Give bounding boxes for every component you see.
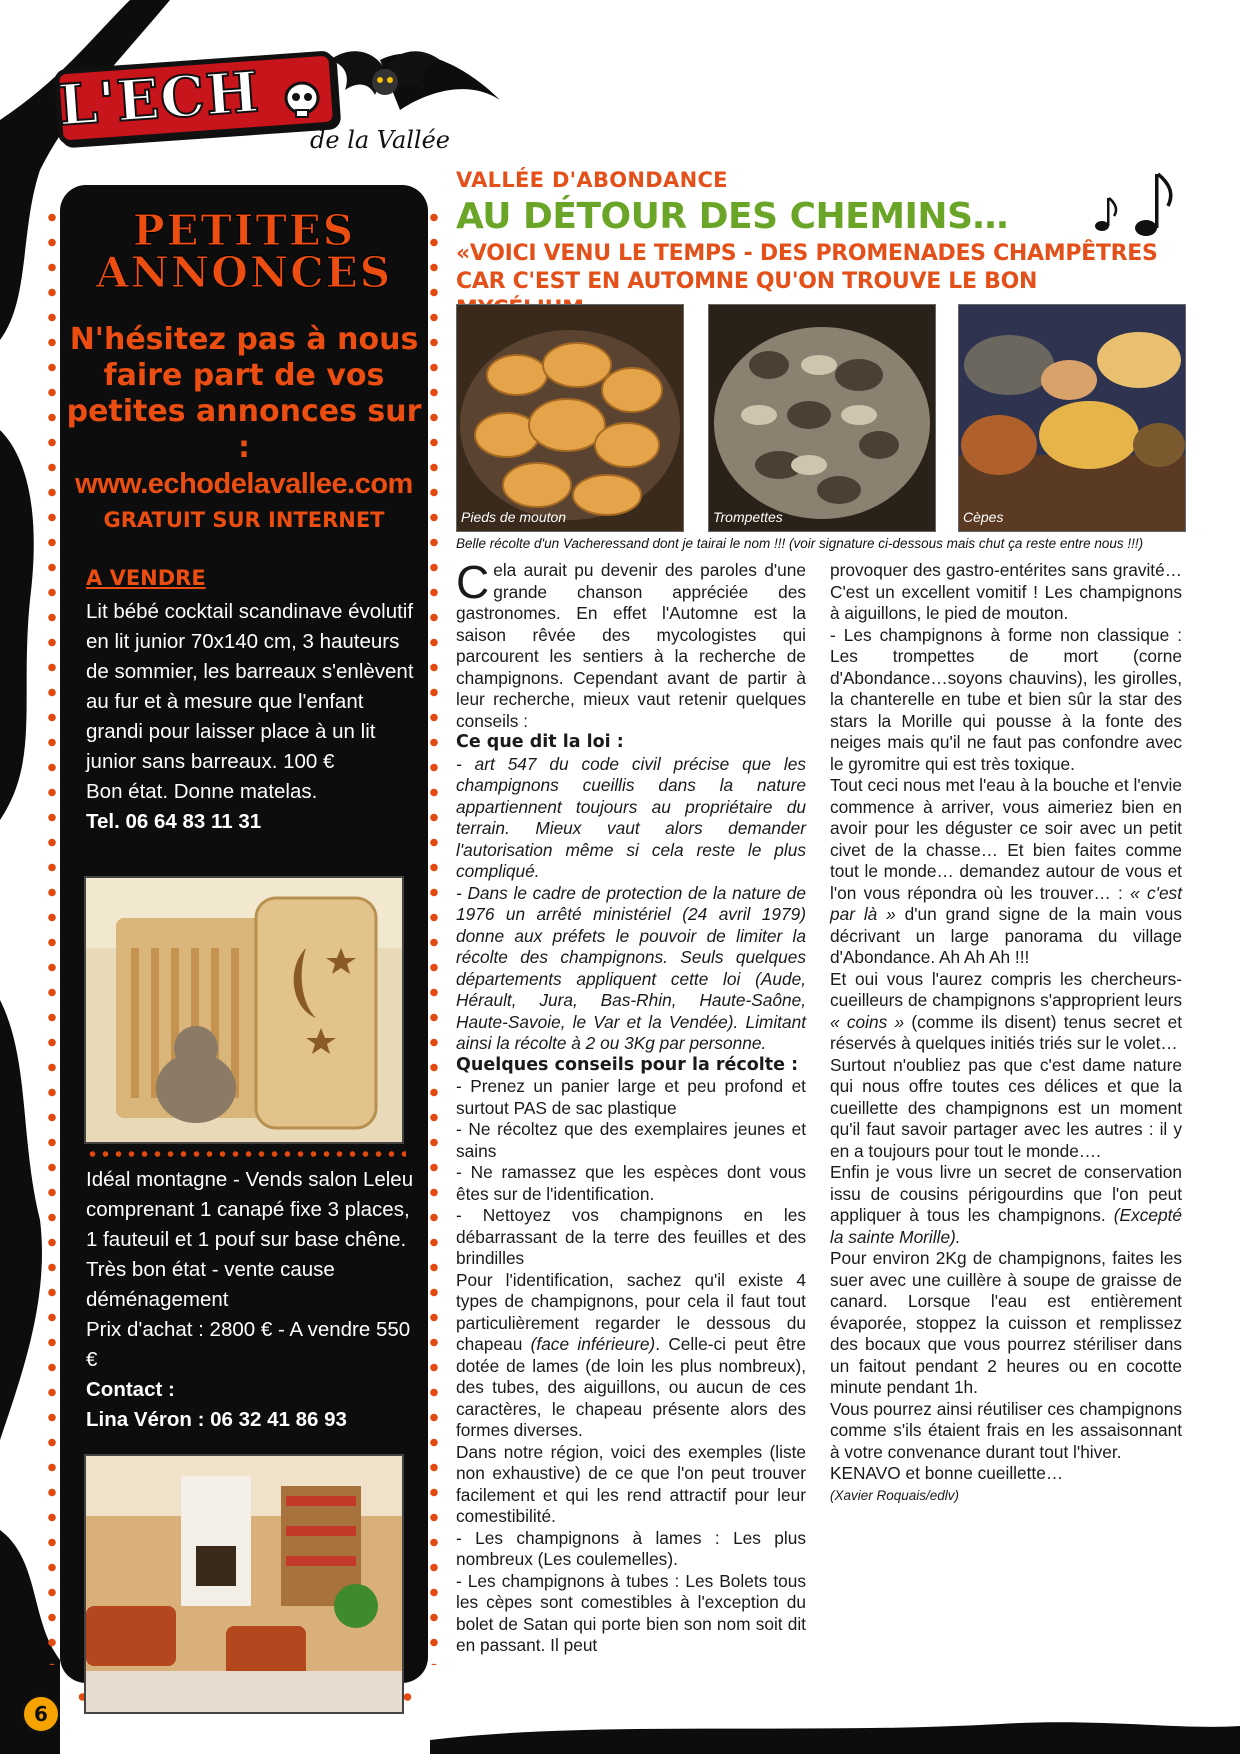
example-2: - Les champignons à tubes : Les Bolets tous les cèpes sont comestibles à l'exception du bolet de Satan qui porte bien son nom soit dit en passant. Il peut: [456, 1570, 806, 1655]
col2-paragraph-4: Et oui vous l'aurez compris les chercheurs-cueilleurs de champignons s'approprient leurs « coins » (comme ils disent) tenus secret et réservés à quelques initiés triés sur le volet…: [830, 968, 1182, 1053]
website-link[interactable]: www.echodelavallee.com: [75, 468, 413, 500]
ad-crib-text: Lit bébé cocktail scandinave évolutif en lit junior 70x140 cm, 3 hauteurs de sommier, les barreaux s'enlèvent au fur et à mesure que l'enfant grandi pour laisser place à un lit junior sans barreaux. 100 €: [86, 600, 414, 773]
col2-paragraph-1: provoquer des gastro-entérites sans gravité… C'est un excellent vomitif ! Les champignons à aiguillons, le pied de mouton.: [830, 560, 1182, 623]
col2-paragraph-8: Vous pourrez ainsi réutiliser ces champignons comme s'ils étaient frais en les assaisonnant à votre convenance durant tout l'hiver.: [830, 1398, 1182, 1462]
logo-text: L'ECH: [55, 59, 262, 139]
author-signature: (Xavier Roquais/edlv): [830, 1487, 960, 1503]
panel-dots-left: [46, 205, 58, 1665]
logo-subtitle: de la Vallée: [310, 126, 451, 154]
article-deck: «VOICI VENU LE TEMPS - DES PROMENADES CHAMPÊTRES CAR C'EST EN AUTOMNE QU'ON TROUVE LE BON: [456, 241, 1158, 294]
region-paragraph: Dans notre région, voici des exemples (liste non exhaustive) de ce que l'on peut trouver facilement et qui les rend attractif pour leur comestibilité.: [456, 1441, 806, 1526]
classifieds-invite: N'hésitez pas à nous faire part de vos petites annonces sur :: [66, 322, 422, 465]
tip-2: - Ne récoltez que des exemplaires jeunes et sains: [456, 1119, 806, 1161]
col2-paragraph-5: Surtout n'oubliez pas que c'est dame nature qui nous offre toutes ces délices et que la cueillette des champignons est un moment qu'il faut savoir partager avec les autres : il y en a toujours pour tout le monde….: [830, 1054, 1182, 1161]
ad-crib-condition: Bon état. Donne matelas.: [86, 780, 318, 803]
living-room-photo: [84, 1454, 404, 1714]
page-number: 6: [22, 1695, 60, 1733]
skull-icon: [280, 80, 324, 120]
photo-trompettes: [708, 304, 936, 532]
article-kicker: VALLÉE D'ABONDANCE: [456, 168, 728, 192]
bat-icon: [330, 40, 440, 120]
for-sale-heading: A VENDRE: [86, 566, 206, 590]
col2-paragraph-7: Pour environ 2Kg de champignons, faites les suer avec une cuillère à soupe de graisse de canard. Lorsque l'eau est entièrement évaporée, stoppez la cuisson et remplissez des bocaux que vous pourrez stériliser dans un faitout pendant 2 heures ou en cocotte minute pendant 1h.: [830, 1248, 1182, 1397]
ad-living-room: [86, 1165, 416, 1435]
col2-paragraph-6: Enfin je vous livre un secret de conservation issu de cousins périgourdins que l'on peut appliquer à tous les champignons. (Excepté la sainte Morille).: [830, 1162, 1182, 1247]
tip-1: - Prenez un panier large et peu profond et surtout PAS de sac plastique: [456, 1076, 806, 1118]
photo-caption: Belle récolte d'un Vacheressand dont je tairai le nom !!! (voir signature ci-dessous mais chut ça reste entre nous !!!): [456, 536, 1144, 551]
article-column-1: [456, 556, 806, 1657]
tips-heading: Quelques conseils pour la récolte :: [456, 1054, 799, 1075]
panel-dots-right: [428, 205, 440, 1665]
photo-label-2: Trompettes: [713, 509, 783, 525]
ad-living-room-price: Prix d'achat : 2800 € - A vendre 550 €: [86, 1318, 411, 1371]
photo-cepes: [958, 304, 1186, 532]
tip-4: - Nettoyez vos champignons en les débarrassant de la terre des feuilles et des brindilles: [456, 1205, 806, 1268]
tip-3: - Ne ramassez que les espèces dont vous êtes sur de l'identification.: [456, 1162, 806, 1204]
law-item-1: - art 547 du code civil précise que les champignons cueillis dans la nature appartiennent toujours au propriétaire du terrain. Mieux vaut alors demander l'autorisation même si cela reste le plus compliqué.: [456, 753, 806, 881]
article-column-2: [830, 560, 1182, 1506]
music-notes-icon: [1088, 170, 1184, 240]
crib-photo: [84, 876, 404, 1144]
drop-cap: C: [456, 556, 490, 608]
ad-contact: Lina Véron : 06 32 41 86 93: [86, 1408, 347, 1431]
classifieds-title: PETITES ANNONCES: [95, 206, 393, 297]
photo-label-1: Pieds de mouton: [461, 509, 567, 525]
law-heading: Ce que dit la loi :: [456, 732, 624, 752]
example-1: - Les champignons à lames : Les plus nombreux (Les coulemelles).: [456, 1527, 806, 1569]
identification-paragraph: Pour l'identification, sachez qu'il existe 4 types de champignons, pour cela il faut tout particulièrement regarder le dessous du chapeau (face inférieure). Celle-ci peut être dotée de lames (de loin les plus nombreux), des tubes, des aiguillons, ou aucun de ces caractères, le chapeau présente alors des formes diverses.: [456, 1269, 806, 1440]
free-notice: GRATUIT SUR INTERNET: [103, 508, 385, 532]
intro-paragraph: Cela aurait pu devenir des paroles d'une grande chanson appréciée des gastronomes. En effet l'Automne est la saison rêvée des mycologistes qui parcourent les sentiers à la recherche de champignons. Cependant avant de partir à leur recherche, mieux vaut retenir quelques conseils :: [456, 556, 806, 731]
photo-pieds-de-mouton: [456, 304, 684, 532]
col2-paragraph-2: - Les champignons à forme non classique : Les trompettes de mort (corne d'Abondance…soyons chauvins), les girolles, la chanterelle en tube et bien sûr la star des stars la Morille qui pousse à la fonte des neiges mais qu'il ne faut pas confondre avec le gyromitre qui est très toxique.: [830, 624, 1182, 774]
col2-paragraph-9: KENAVO et bonne cueillette…: [830, 1463, 1064, 1483]
ad-crib: [86, 597, 416, 837]
ad-contact-label: Contact :: [86, 1378, 175, 1401]
photo-label-3: Cèpes: [963, 509, 1004, 525]
ad-crib-phone: Tel. 06 64 83 11 31: [86, 810, 262, 833]
law-item-2: - Dans le cadre de protection de la nature de 1976 un arrêté ministériel (24 avril 1979) donne aux préfets le pouvoir de limiter la récolte des champignons. Seuls quelques départements appliquent cette loi (Aude, Hérault, Jura, Bas-Rhin, Haute-Saône, Haute-Savoie, le Var et la Vendée). Limitant ainsi la récolte à 2 ou 3Kg par personne.: [456, 882, 806, 1053]
ad-living-room-text: Idéal montagne - Vends salon Leleu comprenant 1 canapé fixe 3 places, 1 fauteuil et 1 pouf sur base chêne. Très bon état - vente cause déménagement: [86, 1168, 414, 1311]
article-headline: AU DÉTOUR DES CHEMINS…: [456, 196, 1008, 237]
col2-paragraph-3: Tout ceci nous met l'eau à la bouche et l'envie commence à arriver, vous aimeriez bien en avoir pour les déguster ce soir avec un petit civet de la chasse… Et bien faites comme tout le monde… demandez autour de vous et l'on vous répondra où les trouver… : « c'est par là » d'un grand signe de la main vous décrivant un large panorama du village d'Abondance. Ah Ah Ah !!!: [830, 775, 1182, 967]
ad-divider: [86, 1150, 406, 1158]
